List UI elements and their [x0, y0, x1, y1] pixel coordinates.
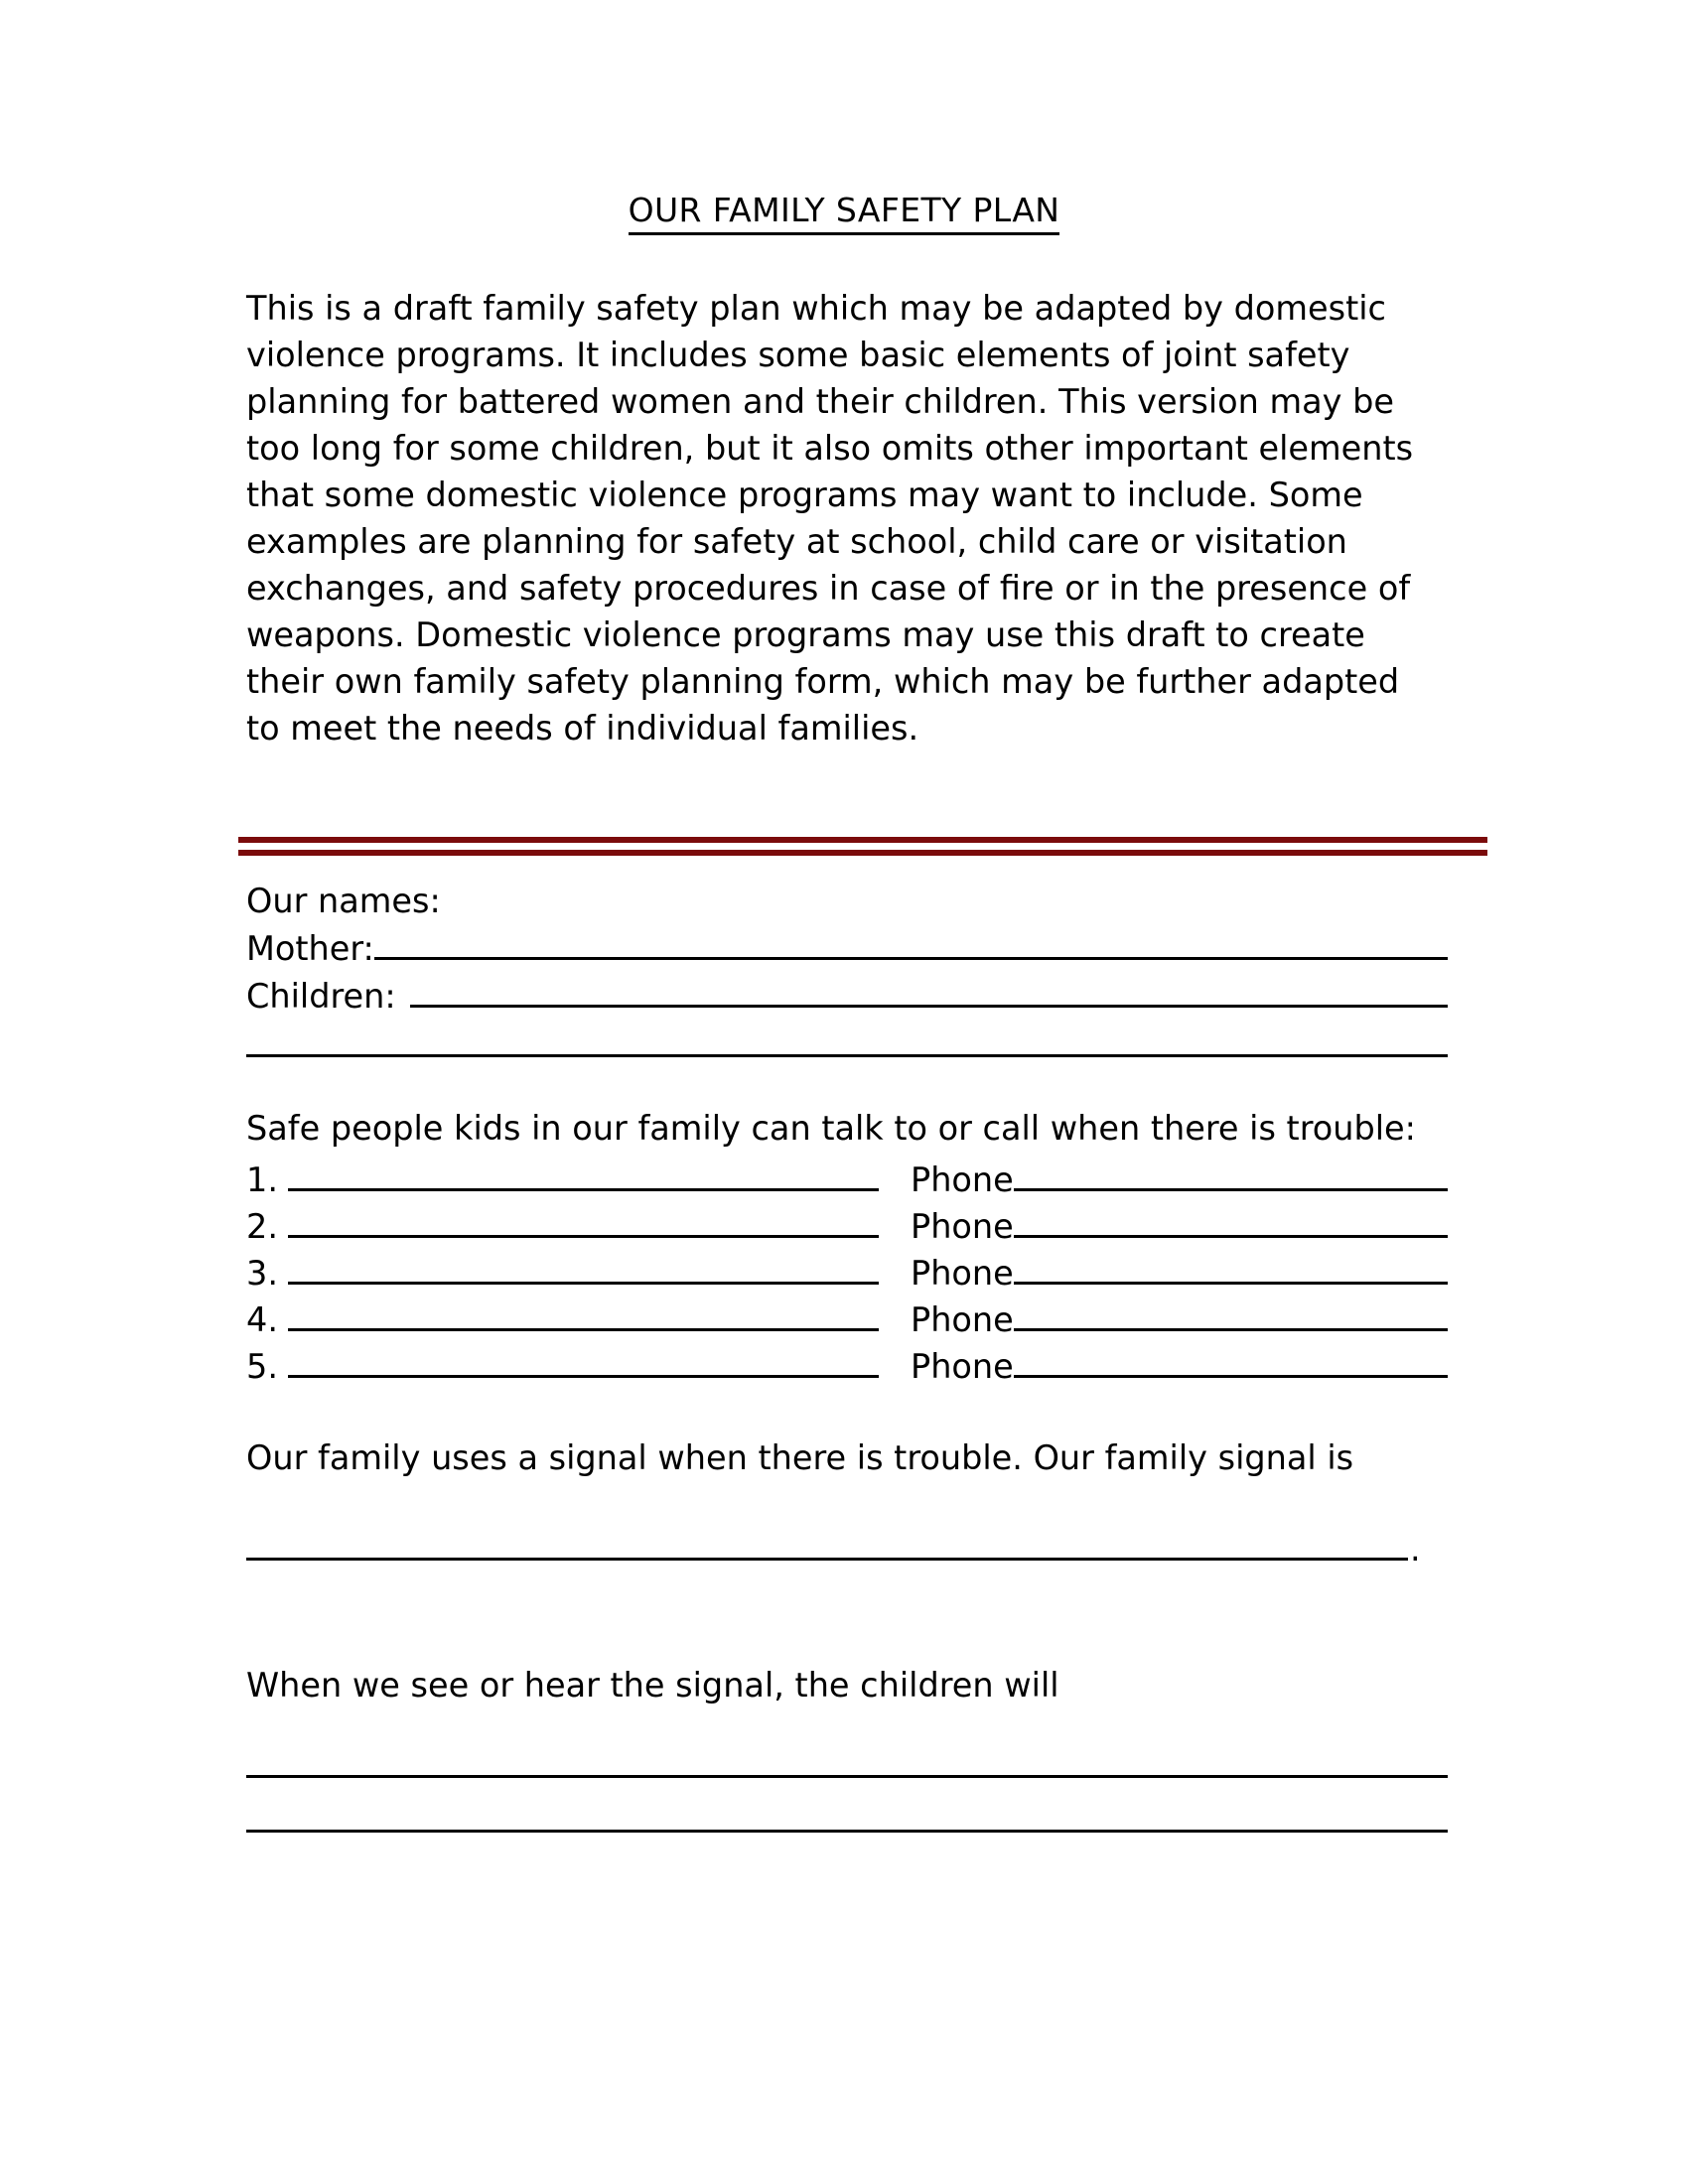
contact-name-input-line[interactable]	[288, 1296, 879, 1331]
intro-paragraph: This is a draft family safety plan which may be adapted by domestic violence programs. It includes some basic elements of joint safety planning for battered women and their children. This version may be too long for some children, but it also omits other important elements that some domestic violence programs may want to include. Some examples are planning for safety at school, child care or visitation exchanges, and safety procedures in case of fire or in the presence of weapons. Domestic violence programs may use this draft to create their own family safety planning form, which may be further adapted to meet the needs of individual families.	[246, 288, 1414, 748]
contact-name-input-line[interactable]	[288, 1202, 879, 1238]
mother-field-row	[246, 924, 1448, 972]
contact-phone-input-line[interactable]	[1014, 1296, 1448, 1331]
divider-line-bottom	[238, 850, 1487, 856]
phone-label: Phone	[911, 1253, 1014, 1293]
contact-number: 5.	[246, 1346, 278, 1386]
phone-label: Phone	[911, 1206, 1014, 1246]
children-response-input-line-2[interactable]	[246, 1797, 1448, 1833]
children-label: Children:	[246, 976, 396, 1016]
contact-phone-input-line[interactable]	[1014, 1202, 1448, 1238]
family-signal-period: .	[1410, 1529, 1421, 1569]
children-field-row	[246, 972, 1448, 1020]
contact-phone-input-line[interactable]	[1014, 1156, 1448, 1191]
contact-name-input-line[interactable]	[288, 1342, 879, 1378]
form-area	[246, 856, 1442, 1833]
phone-label: Phone	[911, 1346, 1014, 1386]
family-signal-field-row	[246, 1525, 1448, 1572]
mother-input-line[interactable]	[374, 924, 1448, 960]
contact-name-input-line[interactable]	[288, 1156, 879, 1191]
names-section	[246, 878, 1442, 1057]
page-title-text: OUR FAMILY SAFETY PLAN	[629, 191, 1060, 235]
page-title	[246, 0, 1442, 235]
phone-label: Phone	[911, 1160, 1014, 1199]
contact-number: 1.	[246, 1160, 278, 1199]
contact-number: 3.	[246, 1253, 278, 1293]
family-signal-input-line[interactable]	[246, 1525, 1408, 1561]
names-section-heading: Our names:	[246, 881, 441, 920]
list-item	[246, 1296, 1448, 1342]
phone-label: Phone	[911, 1299, 1014, 1339]
list-item	[246, 1202, 1448, 1249]
contact-number: 4.	[246, 1299, 278, 1339]
maroon-double-rule-divider	[238, 837, 1487, 856]
safe-people-list	[246, 1156, 1442, 1389]
mother-label: Mother:	[246, 928, 374, 968]
contact-phone-input-line[interactable]	[1014, 1342, 1448, 1378]
family-signal-paragraph: Our family uses a signal when there is trouble. Our family signal is	[246, 1437, 1354, 1477]
children-continuation-line[interactable]	[246, 1022, 1448, 1057]
contact-name-input-line[interactable]	[288, 1249, 879, 1285]
safe-people-heading: Safe people kids in our family can talk to or call when there is trouble:	[246, 1108, 1416, 1148]
contact-phone-input-line[interactable]	[1014, 1249, 1448, 1285]
children-input-line[interactable]	[410, 972, 1448, 1008]
list-item	[246, 1156, 1448, 1202]
list-item	[246, 1342, 1448, 1389]
children-response-input-line-1[interactable]	[246, 1742, 1448, 1778]
children-response-paragraph: When we see or hear the signal, the children will	[246, 1665, 1059, 1705]
divider-line-top	[238, 837, 1487, 843]
contact-number: 2.	[246, 1206, 278, 1246]
children-response-lines	[246, 1742, 1442, 1833]
list-item	[246, 1249, 1448, 1296]
